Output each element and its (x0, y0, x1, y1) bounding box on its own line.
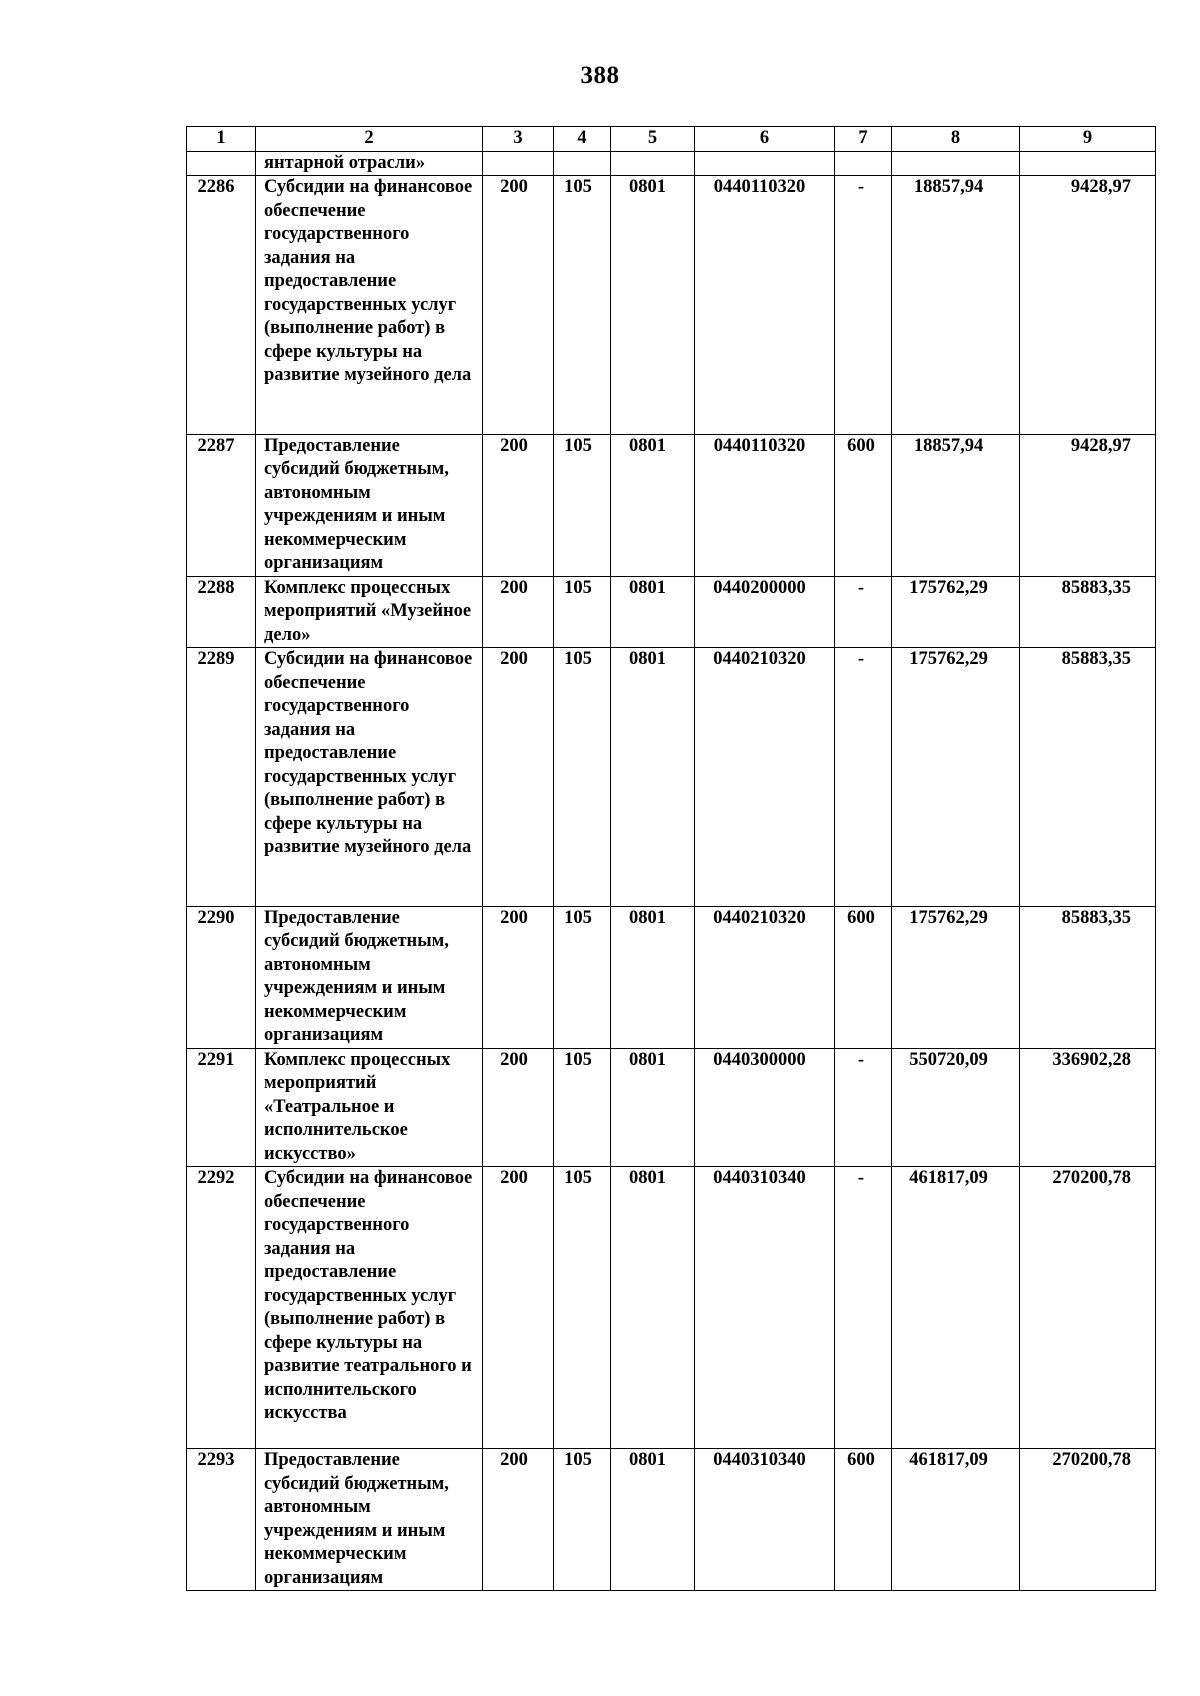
table-body (187, 151, 1156, 1591)
cell-expense-type: - (835, 176, 892, 435)
table-header (187, 127, 1156, 152)
cell-amount-approved: 175762,29 (892, 576, 1020, 648)
cell-amount-executed: 9428,97 (1020, 434, 1156, 576)
cell-expense-type: 600 (835, 1449, 892, 1591)
cell-amount-approved: 461817,09 (892, 1167, 1020, 1449)
cell-expense-type (835, 151, 892, 176)
cell-code-section: 105 (554, 906, 611, 1048)
cell-amount-executed (1020, 151, 1156, 176)
cell-target-article: 0440110320 (695, 176, 835, 435)
cell-amount-approved: 461817,09 (892, 1449, 1020, 1591)
cell-expense-type: - (835, 648, 892, 907)
cell-item-name: Предоставление субсидий бюджетным, автономным учреждениям и иным некоммерческим организациям (256, 434, 483, 576)
cell-code-subsection: 0801 (611, 576, 695, 648)
cell-code-section: 105 (554, 648, 611, 907)
cell-code-admin: 200 (483, 576, 554, 648)
cell-code-section (554, 151, 611, 176)
cell-item-name: Субсидии на финансовое обеспечение государственного задания на предоставление государственных услуг (выполнение работ) в сфере культуры на развитие музейного дела (256, 648, 483, 907)
cell-item-name: Предоставление субсидий бюджетным, автономным учреждениям и иным некоммерческим организациям (256, 1449, 483, 1591)
cell-expense-type: 600 (835, 906, 892, 1048)
header-col-8: 8 (892, 127, 1020, 152)
cell-code-section: 105 (554, 1048, 611, 1167)
cell-amount-executed: 85883,35 (1020, 648, 1156, 907)
cell-code-subsection: 0801 (611, 434, 695, 576)
cell-code-subsection: 0801 (611, 176, 695, 435)
header-col-6: 6 (695, 127, 835, 152)
cell-code-subsection: 0801 (611, 648, 695, 907)
cell-row-number: 2287 (187, 434, 256, 576)
cell-code-admin: 200 (483, 1167, 554, 1449)
cell-amount-executed: 270200,78 (1020, 1449, 1156, 1591)
cell-target-article: 0440310340 (695, 1449, 835, 1591)
cell-code-subsection: 0801 (611, 1167, 695, 1449)
cell-row-number: 2288 (187, 576, 256, 648)
cell-code-subsection: 0801 (611, 1048, 695, 1167)
cell-target-article: 0440110320 (695, 434, 835, 576)
cell-target-article: 0440200000 (695, 576, 835, 648)
header-col-2: 2 (256, 127, 483, 152)
cell-item-name: Предоставление субсидий бюджетным, автономным учреждениям и иным некоммерческим организациям (256, 906, 483, 1048)
cell-item-name: Субсидии на финансовое обеспечение государственного задания на предоставление государственных услуг (выполнение работ) в сфере культуры на развитие театрального и исполнительского искусства (256, 1167, 483, 1449)
cell-row-number: 2289 (187, 648, 256, 907)
cell-target-article: 0440310340 (695, 1167, 835, 1449)
cell-amount-approved: 18857,94 (892, 176, 1020, 435)
budget-table (186, 126, 1156, 1591)
table-row (187, 648, 1156, 907)
cell-code-subsection (611, 151, 695, 176)
cell-amount-approved: 175762,29 (892, 648, 1020, 907)
table-row (187, 434, 1156, 576)
cell-target-article: 0440210320 (695, 906, 835, 1048)
cell-code-section: 105 (554, 1449, 611, 1591)
header-col-9: 9 (1020, 127, 1156, 152)
page-number: 388 (580, 62, 620, 89)
cell-code-admin (483, 151, 554, 176)
cell-row-number: 2290 (187, 906, 256, 1048)
header-col-4: 4 (554, 127, 611, 152)
header-col-3: 3 (483, 127, 554, 152)
cell-amount-approved (892, 151, 1020, 176)
cell-expense-type: - (835, 576, 892, 648)
header-col-1: 1 (187, 127, 256, 152)
cell-target-article: 0440210320 (695, 648, 835, 907)
cell-code-admin: 200 (483, 176, 554, 435)
cell-code-admin: 200 (483, 434, 554, 576)
cell-amount-approved: 550720,09 (892, 1048, 1020, 1167)
cell-row-number: 2286 (187, 176, 256, 435)
cell-code-section: 105 (554, 434, 611, 576)
cell-item-name: Комплекс процессных мероприятий «Театральное и исполнительское искусство» (256, 1048, 483, 1167)
table-row (187, 576, 1156, 648)
cell-code-subsection: 0801 (611, 1449, 695, 1591)
cell-row-number: 2293 (187, 1449, 256, 1591)
cell-row-number (187, 151, 256, 176)
cell-amount-executed: 85883,35 (1020, 576, 1156, 648)
cell-amount-approved: 175762,29 (892, 906, 1020, 1048)
cell-target-article (695, 151, 835, 176)
cell-item-name: Субсидии на финансовое обеспечение государственного задания на предоставление государственных услуг (выполнение работ) в сфере культуры на развитие музейного дела (256, 176, 483, 435)
cell-code-section: 105 (554, 1167, 611, 1449)
table-row-continuation (187, 151, 1156, 176)
header-row (187, 127, 1156, 152)
table-row (187, 1449, 1156, 1591)
header-col-7: 7 (835, 127, 892, 152)
cell-amount-executed: 270200,78 (1020, 1167, 1156, 1449)
table-row (187, 176, 1156, 435)
cell-amount-executed: 9428,97 (1020, 176, 1156, 435)
cell-code-admin: 200 (483, 1048, 554, 1167)
cell-expense-type: - (835, 1167, 892, 1449)
cell-row-number: 2292 (187, 1167, 256, 1449)
table-row (187, 1167, 1156, 1449)
cell-code-subsection: 0801 (611, 906, 695, 1048)
cell-amount-approved: 18857,94 (892, 434, 1020, 576)
cell-code-admin: 200 (483, 1449, 554, 1591)
table-row (187, 906, 1156, 1048)
cell-item-name: янтарной отрасли» (256, 151, 483, 176)
cell-code-admin: 200 (483, 648, 554, 907)
cell-target-article: 0440300000 (695, 1048, 835, 1167)
cell-row-number: 2291 (187, 1048, 256, 1167)
cell-code-admin: 200 (483, 906, 554, 1048)
cell-item-name: Комплекс процессных мероприятий «Музейное дело» (256, 576, 483, 648)
table-row (187, 1048, 1156, 1167)
cell-expense-type: - (835, 1048, 892, 1167)
cell-amount-executed: 336902,28 (1020, 1048, 1156, 1167)
cell-amount-executed: 85883,35 (1020, 906, 1156, 1048)
cell-code-section: 105 (554, 576, 611, 648)
header-col-5: 5 (611, 127, 695, 152)
cell-expense-type: 600 (835, 434, 892, 576)
cell-code-section: 105 (554, 176, 611, 435)
